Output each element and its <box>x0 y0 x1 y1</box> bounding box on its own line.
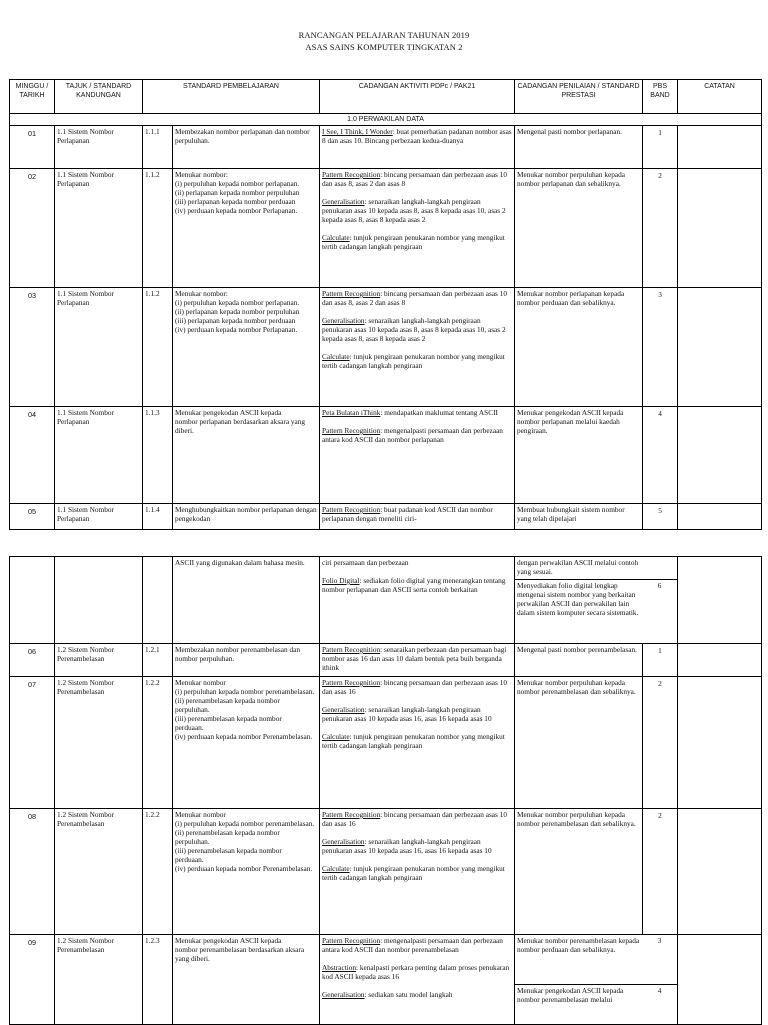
notes-cell <box>678 644 762 677</box>
activity-item <box>322 810 512 828</box>
notes-cell <box>678 677 762 809</box>
topic-cell: 1.1 Sistem Nombor Perlapanan <box>55 169 143 288</box>
code-cell: 1.1.3 <box>143 407 173 504</box>
activity-item <box>322 352 512 370</box>
code-cell: 1.1.4 <box>143 504 173 530</box>
week-cell: 04 <box>10 407 55 504</box>
activity-item: ciri persamaan dan perbezaan <box>322 558 409 567</box>
activity-label: Calculate <box>322 732 350 741</box>
activity-item <box>322 127 512 145</box>
pbs-band-value: 4 <box>657 986 662 995</box>
week-cell: 06 <box>10 644 55 677</box>
activity-cell <box>320 504 515 530</box>
standard-cell: Membezakan nombor perlapanan dan nombor perpuluhan. <box>173 126 320 169</box>
standard-cell: Menghubungkaitkan nombor perlapanan dengan pengekodan <box>173 504 320 530</box>
activity-text: : tunjuk pengiraan penukaran nombor yang mengikut tertib cadangan langkah pengiraan <box>322 352 505 370</box>
evaluation-cell: Menukar nombor perlapanan kepada nombor perduaan dan sebaliknya. <box>515 288 643 407</box>
activity-cell <box>320 288 515 407</box>
code-cell <box>143 557 173 644</box>
table-row <box>10 677 762 809</box>
activity-text: : mendapatkan maklumat tentang ASCII <box>380 408 498 417</box>
lesson-plan-table-page2 <box>9 556 762 1025</box>
activity-item <box>322 289 512 307</box>
notes-cell <box>678 809 762 935</box>
topic-cell: 1.2 Sistem Nombor Perenambelasan <box>55 677 143 809</box>
activity-item <box>322 645 512 672</box>
notes-cell <box>678 169 762 288</box>
activity-label: Generalisation <box>322 197 365 206</box>
activity-item <box>322 426 512 444</box>
header-minggu: MINGGU / TARIKH <box>10 80 55 114</box>
activity-text: : mengenalpasti persamaan dan perbezaan antara kod ASCII dan nombor perenambelasan <box>322 936 503 954</box>
activity-cell <box>320 809 515 935</box>
activity-item <box>322 505 512 523</box>
activity-text: : buat pemerhatian padanan nombor asas 8 dan asas 10. Bincang perbezaan kedua-duanya <box>322 127 512 145</box>
week-cell: 03 <box>10 288 55 407</box>
activity-cell <box>320 644 515 677</box>
week-cell: 01 <box>10 126 55 169</box>
topic-cell: 1.1 Sistem Nombor Perlapanan <box>55 407 143 504</box>
activity-item <box>322 837 512 855</box>
week-cell: 08 <box>10 809 55 935</box>
activity-label: I See, I Think, I Wonder <box>322 127 393 136</box>
week-cell: 02 <box>10 169 55 288</box>
activity-item <box>322 233 512 251</box>
standard-cell: Menukar pengekodan ASCII kepada nombor perenambelasan berdasarkan aksara yang diberi. <box>173 935 320 1025</box>
evaluation-part-a: Menukar nombor perenambelasan kepada nombor perduaan dan sebaliknya. 3 <box>515 935 677 985</box>
activity-text: : kenalpasti perkara penting dalam proses penukaran kod ASCII kepada asas 16 <box>322 963 510 981</box>
topic-cell <box>55 557 143 644</box>
topic-cell: 1.1 Sistem Nombor Perlapanan <box>55 504 143 530</box>
header-penilaian: CADANGAN PENILAIAN / STANDARD PRESTASI <box>515 80 643 114</box>
evaluation-cell: Membuat hubungkait sistem nombor yang telah dipelajari <box>515 504 643 530</box>
activity-text: : tunjuk pengiraan penukaran nombor yang mengikut tertib cadangan langkah pengiraan <box>322 233 505 251</box>
header-pbs-band: PBS BAND <box>643 80 678 114</box>
activity-cell <box>320 407 515 504</box>
evaluation-cell: Menukar nombor perpuluhan kepada nombor perlapanan dan sebaliknya. <box>515 169 643 288</box>
topic-cell: 1.1 Sistem Nombor Perlapanan <box>55 288 143 407</box>
activity-text: : senaraikan langkah-langkah pengiraan penukaran asas 10 kepada asas 8, asas 8 kepada asas 10, asas 2 kepada asas 8, asas 8 kepada asas 2 <box>322 197 506 224</box>
activity-text: : senaraikan langkah-langkah pengiraan penukaran asas 10 kepada asas 16, asas 16 kepada asas 10 <box>322 705 492 723</box>
activity-label: Pattern Recognition <box>322 170 381 179</box>
activity-label: Pattern Recognition <box>322 810 381 819</box>
activity-text: : sediakan satu model langkah <box>364 990 453 999</box>
pbs-band-cell: 2 <box>643 169 678 288</box>
code-cell: 1.1.2 <box>143 169 173 288</box>
topic-cell: 1.2 Sistem Nombor Perenambelasan <box>55 809 143 935</box>
activity-label: Calculate <box>322 864 350 873</box>
pbs-band-cell: 2 <box>643 677 678 809</box>
standard-cell: Menukar nombor: (i) perpuluhan kepada nombor perlapanan. (ii) perlapanan kepada nombor perpuluhan (iii) perlapanan kepada nombor perduaan (iv) perduaan kepada nombor Perlapanan. <box>173 288 320 407</box>
code-cell: 1.2.1 <box>143 644 173 677</box>
activity-item <box>322 316 512 343</box>
evaluation-cell: Mengenal pasti nombor perenambelasan. <box>515 644 643 677</box>
week-cell: 09 <box>10 935 55 1025</box>
evaluation-split-cell <box>515 557 678 644</box>
activity-text: : senaraikan perbezaan dan persamaan bagi nombor asas 16 dan asas 10 dalam bentuk peta buih berganda ithink <box>322 645 507 672</box>
activity-text: : senaraikan langkah-langkah pengiraan penukaran asas 10 kepada asas 8, asas 8 kepada asas 10, asas 2 kepada asas 8, asas 8 kepada asas 2 <box>322 316 506 343</box>
standard-cell: Menukar nombor (i) perpuluhan kepada nombor perenambelasan. (ii) perenambelasan kepada nombor perpuluhan. (iii) perenambelasan kepada nombor perduaan. (iv) perduaan kepada nombor Perenambelasan. <box>173 677 320 809</box>
activity-cell <box>320 935 515 1025</box>
activity-text: : bincang persamaan dan perbezaan asas 10 dan asas 16 <box>322 810 507 828</box>
activity-item <box>322 197 512 224</box>
table-row <box>10 126 762 169</box>
pbs-band-value: 3 <box>657 936 662 945</box>
activity-label: Peta Bulatan iThink <box>322 408 381 417</box>
section-row <box>10 114 762 126</box>
header-aktiviti: CADANGAN AKTIVITI PDPc / PAK21 <box>320 80 515 114</box>
activity-text: : tunjuk pengiraan penukaran nombor yang mengikut tertib cadangan langkah pengiraan <box>322 732 505 750</box>
notes-cell <box>678 407 762 504</box>
evaluation-cell: Menukar nombor perpuluhan kepada nombor perenambelasan dan sebaliknya. <box>515 809 643 935</box>
document-title: RANCANGAN PELAJARAN TAHUNAN 2019 <box>298 30 470 40</box>
topic-cell: 1.1 Sistem Nombor Perlapanan <box>55 126 143 169</box>
notes-cell <box>678 504 762 530</box>
activity-text: : tunjuk pengiraan penukaran nombor yang mengikut tertib cadangan langkah pengiraan <box>322 864 505 882</box>
notes-cell <box>678 935 762 1025</box>
activity-text: : bincang persamaan dan perbezaan asas 10 dan asas 16 <box>322 678 507 696</box>
activity-item <box>322 963 512 981</box>
activity-label: Generalisation <box>322 837 365 846</box>
standard-cell: Menukar pengekodan ASCII kepada nombor perlapanan berdasarkan aksara yang diberi. <box>173 407 320 504</box>
activity-cell <box>320 169 515 288</box>
activity-label: Generalisation <box>322 316 365 325</box>
activity-item <box>322 990 512 999</box>
evaluation-cell: Menukar nombor perpuluhan kepada nombor perenambelasan dan sebaliknya. <box>515 677 643 809</box>
standard-cell: Membezakan nombor perenambelasan dan nombor perpuluhan. <box>173 644 320 677</box>
header-catatan: CATATAN <box>678 80 762 114</box>
notes-cell <box>678 126 762 169</box>
pbs-band-cell: 1 <box>643 644 678 677</box>
code-cell: 1.1.1 <box>143 126 173 169</box>
activity-item <box>322 408 512 417</box>
evaluation-part-b: Menukar pengekodan ASCII kepada nombor perenambelasan melalui 4 <box>515 985 677 1005</box>
code-cell: 1.1.2 <box>143 288 173 407</box>
section-heading: 1.0 PERWAKILAN DATA <box>10 114 762 126</box>
notes-cell <box>678 288 762 407</box>
code-cell: 1.2.2 <box>143 809 173 935</box>
table-row <box>10 288 762 407</box>
activity-item <box>322 170 512 188</box>
activity-text: : bincang persamaan dan perbezaan asas 10 dan asas 8, asas 2 dan asas 8 <box>322 170 508 188</box>
pbs-band-value: 6 <box>657 581 662 590</box>
lesson-plan-table-page1 <box>9 79 762 530</box>
activity-label: Pattern Recognition <box>322 426 381 435</box>
activity-cell <box>320 677 515 809</box>
table-row <box>10 407 762 504</box>
activity-label: Generalisation <box>322 705 365 714</box>
activity-item <box>322 864 512 882</box>
activity-item <box>322 936 512 954</box>
activity-cell <box>320 126 515 169</box>
evaluation-part-a: dengan perwakilan ASCII melalui contoh yang sesuai. <box>515 557 677 580</box>
activity-item <box>322 732 512 750</box>
week-cell <box>10 557 55 644</box>
activity-label: Pattern Recognition <box>322 289 381 298</box>
activity-label: Abstraction <box>322 963 357 972</box>
activity-cell <box>320 557 515 644</box>
activity-text: : mengenalpasti persamaan dan perbezaan antara kod ASCII dan nombor perlapanan <box>322 426 503 444</box>
continuation-row <box>10 557 762 644</box>
evaluation-split-cell <box>515 935 678 1025</box>
code-cell: 1.2.2 <box>143 677 173 809</box>
table-header-row <box>10 80 762 114</box>
activity-label: Pattern Recognition <box>322 505 381 514</box>
activity-text: : senaraikan langkah-langkah pengiraan penukaran asas 10 kepada asas 16, asas 16 kepada asas 10 <box>322 837 492 855</box>
table-row <box>10 809 762 935</box>
pbs-band-cell: 1 <box>643 126 678 169</box>
table-row <box>10 644 762 677</box>
activity-text: : bincang persamaan dan perbezaan asas 10 dan asas 8, asas 2 dan asas 8 <box>322 289 508 307</box>
activity-item: Folio Digital: sediakan folio digital yang menerangkan tentang nombor perlapanan dan ASCII serta contoh berkaitan <box>322 576 506 594</box>
evaluation-cell: Mengenal pasti nombor perlapanan. <box>515 126 643 169</box>
activity-label: Calculate <box>322 352 350 361</box>
standard-cell: Menukar nombor (i) perpuluhan kepada nombor perenambelasan. (ii) perenambelasan kepada nombor perpuluhan. (iii) perenambelasan kepada nombor perduaan. (iv) perduaan kepada nombor Perenambelasan. <box>173 809 320 935</box>
notes-cell <box>678 557 762 644</box>
pbs-band-cell: 5 <box>643 504 678 530</box>
code-cell: 1.2.3 <box>143 935 173 1025</box>
activity-label: Generalisation <box>322 990 365 999</box>
activity-text: : buat padanan kod ASCII dan nombor perlapanan dengan meneliti ciri- <box>322 505 493 523</box>
pbs-band-cell: 2 <box>643 809 678 935</box>
header-tajuk: TAJUK / STANDARD KANDUNGAN <box>55 80 143 114</box>
activity-label: Calculate <box>322 233 350 242</box>
evaluation-part-b: Menyediakan folio digital lengkap mengenai sistem nombor yang berkaitan perwakilan ASCII dan perwakilan lain dalam sistem komputer secara sistematik. 6 <box>515 580 677 618</box>
topic-cell: 1.2 Sistem Nombor Perenambelasan <box>55 935 143 1025</box>
activity-item <box>322 678 512 696</box>
activity-label: Pattern Recognition <box>322 645 381 654</box>
week-cell: 07 <box>10 677 55 809</box>
header-standard-pembelajaran: STANDARD PEMBELAJARAN <box>143 80 320 114</box>
activity-label: Pattern Recognition <box>322 936 381 945</box>
standard-cell: Menukar nombor: (i) perpuluhan kepada nombor perlapanan. (ii) perlapanan kepada nombor perpuluhan (iii) perlapanan kepada nombor perduaan (iv) perduaan kepada nombor Perlapanan. <box>173 169 320 288</box>
pbs-band-cell: 3 <box>643 288 678 407</box>
activity-label: Pattern Recognition <box>322 678 381 687</box>
table-row <box>10 935 762 1025</box>
table-row <box>10 504 762 530</box>
pbs-band-cell: 4 <box>643 407 678 504</box>
table-row <box>10 169 762 288</box>
topic-cell: 1.2 Sistem Nombor Perenambelasan <box>55 644 143 677</box>
activity-item <box>322 705 512 723</box>
evaluation-cell: Menukar pengekodan ASCII kepada nombor perlapanan melalui kaedah pengiraan. <box>515 407 643 504</box>
week-cell: 05 <box>10 504 55 530</box>
standard-cell: ASCII yang digunakan dalam bahasa mesin. <box>173 557 320 644</box>
document-subtitle: ASAS SAINS KOMPUTER TINGKATAN 2 <box>305 42 463 52</box>
